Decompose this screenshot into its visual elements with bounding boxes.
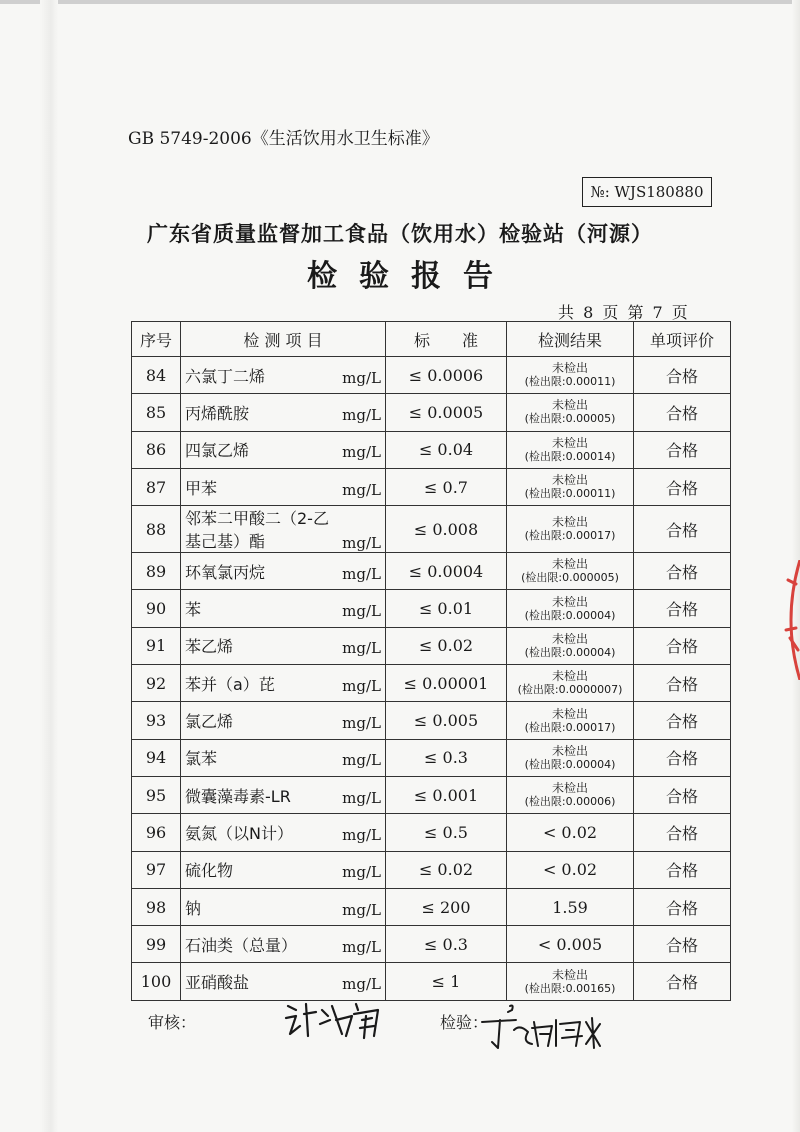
item-unit: mg/L — [342, 534, 381, 553]
standard-cell — [386, 431, 507, 468]
item-name: 丙烯酰胺 — [185, 403, 250, 423]
result-value: 未检出 — [551, 398, 588, 413]
evaluation-value: 合格 — [665, 712, 698, 732]
evaluation-cell — [634, 357, 731, 394]
table-row — [132, 926, 731, 963]
standard-value: ≤ 0.7 — [424, 477, 468, 497]
standard-value: ≤ 200 — [421, 897, 471, 917]
reviewer-label: 审核： — [148, 1013, 197, 1032]
item-cell — [181, 776, 386, 813]
standard-value: ≤ 0.0005 — [408, 402, 484, 422]
detection-limit: (检出限:0.00165) — [524, 981, 616, 995]
item-name: 氯苯 — [185, 749, 218, 769]
standard-cell — [386, 776, 507, 813]
item-unit: mg/L — [342, 480, 381, 499]
row-number: 97 — [132, 851, 181, 888]
evaluation-cell — [634, 627, 731, 664]
standard-cell — [386, 702, 507, 739]
item-cell — [181, 963, 386, 1000]
item-unit: mg/L — [342, 639, 381, 658]
standard-value: ≤ 0.5 — [424, 822, 468, 842]
result-cell — [507, 627, 634, 664]
result-value: 未检出 — [551, 435, 588, 450]
standard-value: ≤ 0.04 — [418, 440, 474, 460]
evaluation-cell — [634, 888, 731, 925]
evaluation-cell — [634, 814, 731, 851]
table-row — [132, 776, 731, 813]
result-cell — [507, 851, 634, 888]
item-unit: mg/L — [342, 368, 381, 387]
standard-cell — [386, 739, 507, 776]
result-cell — [507, 357, 634, 394]
item-unit: mg/L — [342, 863, 381, 882]
evaluation-cell — [634, 590, 731, 627]
item-name: 环氧氯丙烷 — [185, 562, 266, 582]
row-number: 98 — [132, 888, 181, 925]
evaluation-value: 合格 — [665, 562, 698, 582]
result-cell — [507, 963, 634, 1000]
result-value: < 0.02 — [542, 822, 598, 842]
evaluation-cell — [634, 702, 731, 739]
result-cell — [507, 776, 634, 813]
evaluation-value: 合格 — [665, 637, 698, 657]
table-row — [132, 851, 731, 888]
item-name: 氨氮（以N计） — [185, 823, 293, 843]
result-cell — [507, 394, 634, 431]
item-cell — [181, 506, 386, 553]
standard-cell — [386, 553, 507, 590]
result-cell — [507, 702, 634, 739]
detection-limit: (检出限:0.00005) — [524, 412, 616, 426]
item-name: 亚硝酸盐 — [185, 973, 250, 993]
evaluation-value: 合格 — [665, 935, 698, 955]
item-cell — [181, 553, 386, 590]
row-number: 84 — [132, 357, 181, 394]
result-value: 未检出 — [551, 361, 588, 376]
result-value: 未检出 — [551, 743, 588, 758]
table-body — [132, 357, 731, 1001]
row-number: 90 — [132, 590, 181, 627]
table-row — [132, 702, 731, 739]
table-header-row — [132, 322, 731, 357]
standard-value: ≤ 0.02 — [418, 636, 474, 656]
detection-limit: (检出限:0.00004) — [524, 608, 616, 622]
evaluation-value: 合格 — [665, 749, 698, 769]
standard-value: ≤ 0.005 — [413, 711, 479, 731]
detection-limit: (检出限:0.00011) — [524, 375, 616, 389]
item-name: 苯 — [185, 600, 202, 620]
table-row — [132, 590, 731, 627]
row-number: 89 — [132, 553, 181, 590]
detection-limit: (检出限:0.00006) — [524, 795, 616, 809]
row-number: 95 — [132, 776, 181, 813]
item-unit: mg/L — [342, 602, 381, 621]
inspector-label: 检验： — [440, 1013, 489, 1032]
item-name: 苯并（a）芘 — [185, 674, 275, 694]
standard-value: ≤ 0.0004 — [408, 561, 484, 581]
item-unit: mg/L — [342, 900, 381, 919]
row-number: 86 — [132, 431, 181, 468]
standard-cell — [386, 590, 507, 627]
standard-cell — [386, 814, 507, 851]
detection-limit: (检出限:0.000005) — [521, 571, 619, 585]
row-number: 94 — [132, 739, 181, 776]
header-result: 检测结果 — [507, 322, 634, 357]
item-name: 钠 — [185, 898, 202, 918]
stamp-fragment — [778, 560, 800, 680]
item-unit: mg/L — [342, 714, 381, 733]
result-value: 未检出 — [551, 967, 588, 982]
row-number: 96 — [132, 814, 181, 851]
item-cell — [181, 665, 386, 702]
result-value: 未检出 — [551, 473, 588, 488]
header-no: 序号 — [132, 322, 181, 357]
evaluation-cell — [634, 665, 731, 702]
item-cell — [181, 627, 386, 664]
item-name: 邻苯二甲酸二（2-乙基己基）酯 — [185, 509, 329, 552]
table-row — [132, 963, 731, 1000]
evaluation-value: 合格 — [665, 861, 698, 881]
item-cell — [181, 814, 386, 851]
standard-reference: GB 5749-2006《生活饮用水卫生标准》 — [128, 129, 439, 149]
result-cell — [507, 468, 634, 505]
evaluation-cell — [634, 963, 731, 1000]
item-name: 甲苯 — [185, 478, 218, 498]
item-cell — [181, 468, 386, 505]
evaluation-value: 合格 — [665, 600, 698, 620]
table-row — [132, 431, 731, 468]
row-number: 91 — [132, 627, 181, 664]
result-cell — [507, 506, 634, 553]
report-title: 检验报告 — [307, 259, 515, 294]
result-value: < 0.005 — [537, 934, 603, 954]
result-value: 1.59 — [552, 897, 588, 917]
standard-cell — [386, 627, 507, 664]
item-unit: mg/L — [342, 825, 381, 844]
item-unit: mg/L — [342, 788, 381, 807]
standard-value: ≤ 0.00001 — [403, 673, 489, 693]
reviewer-signature — [282, 996, 402, 1040]
row-number: 92 — [132, 665, 181, 702]
table-row — [132, 394, 731, 431]
header-item: 检 测 项 目 — [181, 322, 386, 357]
evaluation-value: 合格 — [665, 786, 698, 806]
result-value: 未检出 — [551, 594, 588, 609]
standard-value: ≤ 0.01 — [418, 599, 474, 619]
page-count: 共 8 页 第 7 页 — [558, 303, 688, 322]
table-row — [132, 739, 731, 776]
standard-cell — [386, 888, 507, 925]
organization-title: 广东省质量监督加工食品（饮用水）检验站（河源） — [147, 222, 653, 246]
report-number: №: WJS180880 — [582, 177, 712, 207]
standard-cell — [386, 357, 507, 394]
standard-value: ≤ 0.3 — [424, 748, 468, 768]
standard-value: ≤ 0.3 — [424, 934, 468, 954]
result-cell — [507, 926, 634, 963]
result-cell — [507, 739, 634, 776]
detection-limit: (检出限:0.00017) — [524, 529, 616, 543]
result-value: 未检出 — [551, 515, 588, 530]
standard-value: ≤ 0.0006 — [408, 365, 484, 385]
result-value: < 0.02 — [542, 860, 598, 880]
item-unit: mg/L — [342, 564, 381, 583]
evaluation-cell — [634, 394, 731, 431]
row-number: 88 — [132, 506, 181, 553]
standard-value: ≤ 0.008 — [413, 519, 479, 539]
item-cell — [181, 739, 386, 776]
evaluation-value: 合格 — [665, 520, 698, 540]
standard-value: ≤ 0.02 — [418, 860, 474, 880]
inspection-table — [131, 321, 731, 1001]
item-cell — [181, 590, 386, 627]
evaluation-value: 合格 — [665, 898, 698, 918]
result-cell — [507, 814, 634, 851]
item-cell — [181, 357, 386, 394]
standard-cell — [386, 926, 507, 963]
detection-limit: (检出限:0.00004) — [524, 757, 616, 771]
item-cell — [181, 888, 386, 925]
header-evaluation: 单项评价 — [634, 322, 731, 357]
inspector-signature — [476, 1002, 616, 1054]
result-value: 未检出 — [551, 669, 588, 684]
standard-cell — [386, 665, 507, 702]
row-number: 99 — [132, 926, 181, 963]
table-row — [132, 888, 731, 925]
evaluation-value: 合格 — [665, 441, 698, 461]
result-cell — [507, 888, 634, 925]
item-cell — [181, 702, 386, 739]
standard-cell — [386, 851, 507, 888]
table-row — [132, 627, 731, 664]
evaluation-cell — [634, 506, 731, 553]
standard-cell — [386, 468, 507, 505]
row-number: 87 — [132, 468, 181, 505]
evaluation-value: 合格 — [665, 366, 698, 386]
row-number: 93 — [132, 702, 181, 739]
evaluation-cell — [634, 851, 731, 888]
result-cell — [507, 590, 634, 627]
evaluation-value: 合格 — [665, 478, 698, 498]
detection-limit: (检出限:0.00014) — [524, 449, 616, 463]
table-row — [132, 506, 731, 553]
evaluation-cell — [634, 776, 731, 813]
item-unit: mg/L — [342, 405, 381, 424]
item-cell — [181, 926, 386, 963]
result-value: 未检出 — [551, 557, 588, 572]
detection-limit: (检出限:0.0000007) — [517, 683, 623, 697]
evaluation-value: 合格 — [665, 674, 698, 694]
evaluation-value: 合格 — [665, 823, 698, 843]
standard-cell — [386, 506, 507, 553]
item-unit: mg/L — [342, 937, 381, 956]
evaluation-cell — [634, 739, 731, 776]
item-name: 氯乙烯 — [185, 712, 234, 732]
evaluation-value: 合格 — [665, 973, 698, 993]
header-standard: 标 准 — [386, 322, 507, 357]
table-row — [132, 468, 731, 505]
table-row — [132, 357, 731, 394]
evaluation-cell — [634, 926, 731, 963]
page-edge-top — [0, 0, 800, 4]
item-unit: mg/L — [342, 751, 381, 770]
result-cell — [507, 553, 634, 590]
detection-limit: (检出限:0.00004) — [524, 645, 616, 659]
item-unit: mg/L — [342, 443, 381, 462]
item-unit: mg/L — [342, 975, 381, 994]
item-name: 六氯丁二烯 — [185, 366, 266, 386]
evaluation-value: 合格 — [665, 403, 698, 423]
item-name: 四氯乙烯 — [185, 441, 250, 461]
standard-value: ≤ 0.001 — [413, 785, 479, 805]
item-name: 微囊藻毒素-LR — [185, 786, 291, 806]
result-cell — [507, 431, 634, 468]
item-cell — [181, 394, 386, 431]
standard-value: ≤ 1 — [431, 972, 461, 992]
standard-cell — [386, 394, 507, 431]
row-number: 85 — [132, 394, 181, 431]
standard-cell — [386, 963, 507, 1000]
item-cell — [181, 851, 386, 888]
result-value: 未检出 — [551, 781, 588, 796]
result-value: 未检出 — [551, 706, 588, 721]
page-fold-shadow — [40, 0, 58, 1132]
table-row — [132, 814, 731, 851]
evaluation-cell — [634, 468, 731, 505]
evaluation-cell — [634, 553, 731, 590]
evaluation-cell — [634, 431, 731, 468]
table-row — [132, 553, 731, 590]
table-row — [132, 665, 731, 702]
item-cell — [181, 431, 386, 468]
item-name: 石油类（总量） — [185, 935, 298, 955]
item-unit: mg/L — [342, 676, 381, 695]
result-value: 未检出 — [551, 631, 588, 646]
detection-limit: (检出限:0.00017) — [524, 720, 616, 734]
item-name: 硫化物 — [185, 861, 234, 881]
item-name: 苯乙烯 — [185, 637, 234, 657]
detection-limit: (检出限:0.00011) — [524, 487, 616, 501]
row-number: 100 — [132, 963, 181, 1000]
result-cell — [507, 665, 634, 702]
